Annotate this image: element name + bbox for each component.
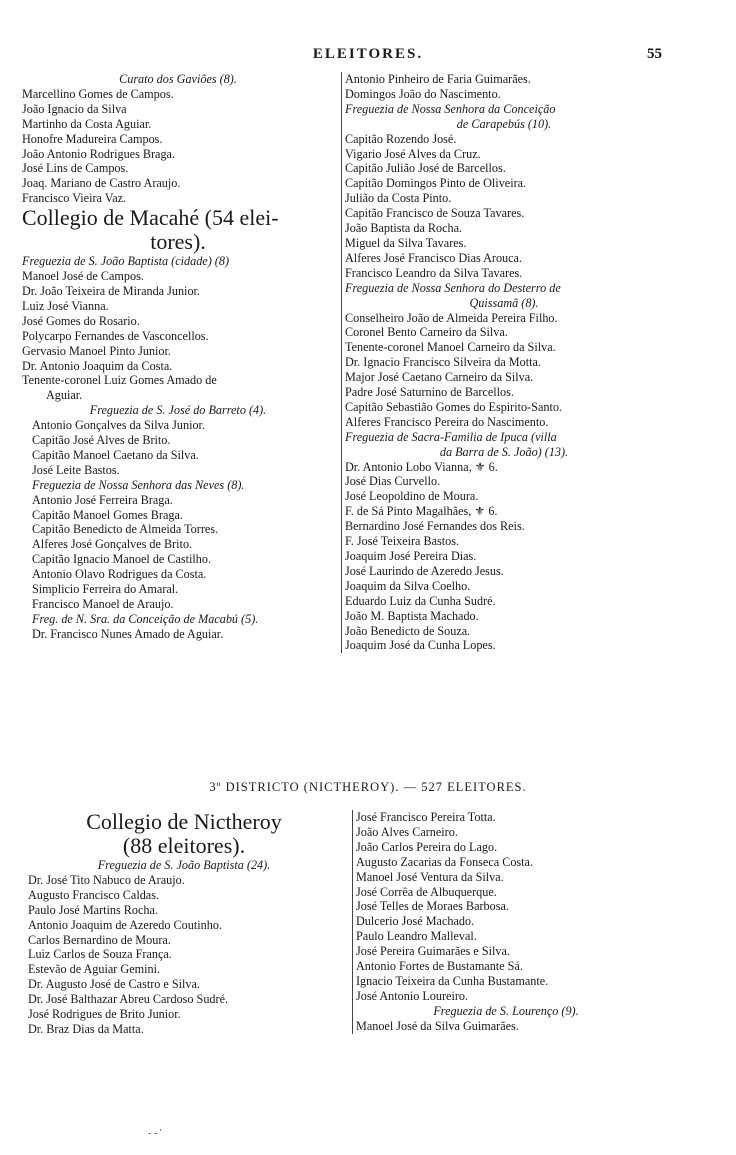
- elector-entry: Aguiar.: [46, 388, 83, 403]
- elector-entry: Joaq. Mariano de Castro Araujo.: [22, 176, 181, 191]
- section-heading: tores).: [150, 230, 206, 255]
- elector-entry: Ignacio Teixeira da Cunha Bustamante.: [356, 973, 549, 988]
- top-right-column: [341, 72, 663, 653]
- elector-entry: José Leite Bastos.: [32, 462, 120, 477]
- elector-entry: Estevão de Aguiar Gemini.: [28, 962, 160, 977]
- elector-entry: Vigario José Alves da Cruz.: [345, 146, 481, 161]
- elector-entry: Manoel José de Campos.: [22, 269, 144, 284]
- elector-entry: José Telles de Moraes Barbosa.: [356, 899, 509, 914]
- elector-entry: Antonio Olavo Rodrigues da Costa.: [32, 567, 207, 582]
- elector-entry: Antonio Fortes de Bustamante Sá.: [356, 959, 523, 974]
- elector-entry: Dr. Augusto José de Castro e Silva.: [28, 977, 200, 992]
- elector-entry: Tenente-coronel Manoel Carneiro da Silva.: [345, 340, 556, 355]
- elector-entry: Alferes José Gonçalves de Brito.: [32, 537, 193, 552]
- elector-entry: Conselheiro João de Almeida Pereira Filho.: [345, 310, 558, 325]
- elector-entry: José Laurindo de Azeredo Jesus.: [345, 563, 504, 578]
- elector-entry: Capitão Manoel Caetano da Silva.: [32, 447, 199, 462]
- elector-entry: Tenente-coronel Luiz Gomes Amado de: [22, 373, 217, 388]
- elector-entry: F. José Teixeira Bastos.: [345, 534, 460, 549]
- elector-entry: José Leopoldino de Moura.: [345, 489, 479, 504]
- section-heading: de Carapebús (10).: [456, 116, 552, 131]
- elector-entry: José Francisco Pereira Totta.: [356, 810, 496, 824]
- elector-entry: Augusto Francisco Caldas.: [28, 887, 159, 902]
- elector-entry: Alferes Francisco Pereira do Nascimento.: [345, 414, 549, 429]
- elector-entry: Dulcerio José Machado.: [356, 914, 475, 929]
- elector-entry: José Antonio Loureiro.: [356, 988, 469, 1003]
- elector-entry: João Baptista da Rocha.: [345, 221, 463, 236]
- elector-entry: João Alves Carneiro.: [356, 824, 458, 839]
- elector-entry: Miguel da Silva Tavares.: [345, 235, 467, 250]
- elector-entry: Paulo Leandro Malleval.: [356, 929, 477, 944]
- top-left-column: [22, 72, 334, 642]
- elector-entry: Capitão José Alves de Brito.: [32, 433, 171, 448]
- elector-entry: João M. Baptista Machado.: [345, 608, 479, 623]
- elector-entry: Dr. Antonio Lobo Vianna, ⚜ 6.: [345, 459, 498, 474]
- elector-entry: Capitão Domingos Pinto de Oliveira.: [345, 176, 527, 191]
- elector-entry: João Ignacio da Silva: [22, 101, 127, 116]
- elector-entry: Paulo José Martins Rocha.: [28, 902, 158, 917]
- elector-entry: Capitão Sebastião Gomes do Espirito-Santo.: [345, 399, 562, 414]
- footer-mark: ‑ ‑ ': [148, 1128, 162, 1139]
- section-heading: Quissamã (8).: [469, 295, 539, 310]
- elector-entry: Joaquim da Silva Coelho.: [345, 578, 471, 593]
- section-heading: da Barra de S. João) (13).: [439, 444, 569, 459]
- elector-entry: Honofre Madureira Campos.: [22, 131, 163, 146]
- elector-entry: Simplicio Ferreira do Amaral.: [32, 582, 179, 597]
- elector-entry: Capitão Francisco de Souza Tavares.: [345, 206, 525, 221]
- elector-entry: Marcellino Gomes de Campos.: [22, 86, 174, 101]
- section-heading: Curato dos Gaviões (8).: [119, 72, 237, 86]
- district-heading: 3º DISTRICTO (NICTHEROY). — 527 ELEITORES.: [209, 780, 527, 794]
- elector-entry: Dr. Francisco Nunes Amado de Aguiar.: [32, 626, 224, 641]
- elector-entry: Alferes José Francisco Dias Arouca.: [345, 250, 523, 265]
- elector-entry: Joaquim José Pereira Dias.: [345, 549, 477, 563]
- elector-entry: Julião da Costa Pinto.: [345, 191, 452, 206]
- section-heading: Freguezia de S. José do Barreto (4).: [89, 403, 267, 418]
- elector-entry: Francisco Manoel de Araujo.: [32, 597, 174, 611]
- elector-entry: Antonio Pinheiro de Faria Guimarães.: [345, 72, 531, 86]
- bottom-right-column: [352, 810, 656, 1034]
- elector-entry: Polycarpo Fernandes de Vasconcellos.: [22, 328, 209, 343]
- elector-entry: Padre José Saturnino de Barcellos.: [345, 385, 514, 400]
- section-heading: Freguezia de S. Lourenço (9).: [433, 1003, 579, 1018]
- section-heading: Collegio de Macahé (54 elei-: [22, 206, 279, 231]
- elector-entry: Dr. Braz Dias da Matta.: [28, 1021, 144, 1036]
- elector-entry: Eduardo Luiz da Cunha Sudré.: [345, 593, 496, 608]
- elector-entry: Martinho da Costa Aguiar.: [22, 116, 152, 131]
- section-heading: Freguezia de Sacra-Familia de Ipuca (villa: [345, 429, 557, 444]
- elector-entry: F. de Sá Pinto Magalhães, ⚜ 6.: [345, 504, 498, 519]
- elector-entry: Francisco Vieira Vaz.: [22, 191, 127, 206]
- section-heading: Freguezia de Nossa Senhora do Desterro de: [345, 280, 561, 295]
- section-heading: Freguezia de S. João Baptista (24).: [97, 858, 271, 872]
- elector-entry: Luiz José Vianna.: [22, 298, 109, 313]
- elector-entry: Dr. José Tito Nabuco de Araujo.: [28, 872, 185, 887]
- elector-entry: José Pereira Guimarães e Silva.: [356, 944, 510, 959]
- elector-entry: Luiz Carlos de Souza França.: [28, 947, 172, 962]
- elector-entry: Joaquim José da Cunha Lopes.: [345, 638, 496, 653]
- page-title: ELEITORES.: [312, 46, 424, 62]
- elector-entry: Dr. Antonio Joaquim da Costa.: [22, 358, 173, 373]
- elector-entry: Francisco Leandro da Silva Tavares.: [345, 265, 523, 280]
- elector-entry: Capitão Julião José de Barcellos.: [345, 161, 506, 176]
- elector-entry: Dr. João Teixeira de Miranda Junior.: [22, 283, 200, 298]
- elector-entry: Capitão Rozendo José.: [345, 131, 457, 146]
- elector-entry: Antonio Joaquim de Azeredo Coutinho.: [28, 917, 222, 932]
- elector-entry: José Dias Curvello.: [345, 474, 441, 489]
- elector-entry: Augusto Zacarias da Fonseca Costa.: [356, 854, 534, 869]
- elector-entry: Carlos Bernardino de Moura.: [28, 932, 171, 947]
- page-number: 55: [647, 46, 662, 62]
- elector-entry: Capitão Benedicto de Almeida Torres.: [32, 522, 219, 537]
- section-heading: Collegio de Nictheroy: [86, 810, 282, 834]
- elector-entry: Domingos João do Nascimento.: [345, 86, 501, 101]
- elector-entry: Dr. Ignacio Francisco Silveira da Motta.: [345, 355, 541, 370]
- elector-entry: Coronel Bento Carneiro da Silva.: [345, 325, 508, 340]
- elector-entry: Bernardino José Fernandes dos Reis.: [345, 519, 525, 534]
- elector-entry: Manoel José Ventura da Silva.: [356, 869, 504, 884]
- section-heading: Freg. de N. Sra. da Conceição de Macabú (5).: [32, 611, 259, 626]
- section-heading: Freguezia de Nossa Senhora das Neves (8).: [32, 477, 245, 492]
- elector-entry: Capitão Manoel Gomes Braga.: [32, 507, 183, 522]
- page-header: [0, 46, 736, 68]
- section-heading: Freguezia de Nossa Senhora da Conceição: [345, 101, 556, 116]
- elector-entry: Antonio José Ferreira Braga.: [32, 492, 173, 507]
- elector-entry: Manoel José da Silva Guimarães.: [356, 1018, 519, 1033]
- section-heading: (88 eleitores).: [122, 834, 246, 858]
- elector-entry: Capitão Ignacio Manoel de Castilho.: [32, 552, 212, 567]
- section-heading: Freguezia de S. João Baptista (cidade) (8): [22, 254, 230, 269]
- elector-entry: José Gomes do Rosario.: [22, 313, 140, 328]
- elector-entry: João Antonio Rodrigues Braga.: [22, 146, 176, 161]
- elector-entry: Antonio Gonçalves da Silva Junior.: [32, 418, 205, 433]
- elector-entry: José Rodrigues de Brito Junior.: [28, 1007, 181, 1022]
- elector-entry: Major José Caetano Carneiro da Silva.: [345, 370, 534, 385]
- elector-entry: Gervasio Manoel Pinto Junior.: [22, 343, 171, 358]
- elector-entry: João Benedicto de Souza.: [345, 623, 471, 638]
- elector-entry: João Carlos Pereira do Lago.: [356, 839, 498, 854]
- elector-entry: José Corrêa de Albuquerque.: [356, 884, 497, 899]
- bottom-left-column: [28, 810, 340, 1037]
- elector-entry: José Lins de Campos.: [22, 161, 129, 176]
- elector-entry: Dr. José Balthazar Abreu Cardoso Sudré.: [28, 992, 229, 1007]
